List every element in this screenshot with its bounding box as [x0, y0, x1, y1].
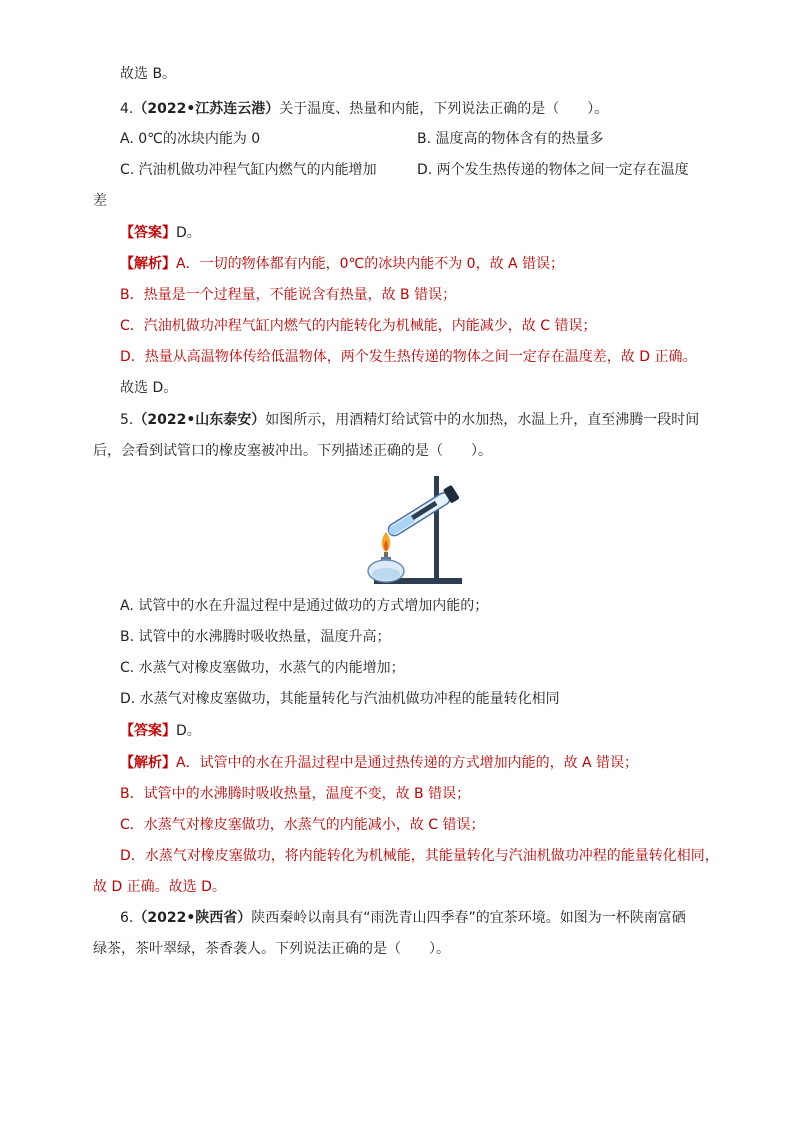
final-answer-line: 故选 D。	[120, 380, 178, 396]
option-a: A. 试管中的水在升温过程中是通过做功的方式增加内能的；	[120, 598, 489, 614]
prev-answer-line: 故选 B。	[120, 66, 177, 82]
analysis-line: D．水蒸气对橡皮塞做功，将内能转化为机械能，其能量转化与汽油机做功冲程的能量转化相同，	[120, 848, 719, 864]
answer-value: D。	[176, 225, 201, 241]
analysis-line: B．热量是一个过程量，不能说含有热量，故 B 错误；	[120, 287, 457, 303]
question-text-continuation: 绿茶，茶叶翠绿，茶香袭人。下列说法正确的是（ ）。	[93, 941, 450, 957]
analysis-label: 【解析】	[120, 256, 176, 272]
option-d-continuation: 差	[93, 193, 107, 209]
analysis-line	[120, 753, 638, 773]
analysis-line: C．汽油机做功冲程气缸内燃气的内能转化为机械能，内能减少，故 C 错误；	[120, 318, 597, 334]
question-number: 5.	[120, 412, 134, 428]
experiment-figure	[366, 470, 466, 585]
option-b: B. 温度高的物体含有的热量多	[417, 131, 604, 147]
option-c: C. 汽油机做功冲程气缸内燃气的内能增加	[120, 162, 377, 178]
analysis-text: A．一切的物体都有内能，0℃的冰块内能不为 0，故 A 错误；	[176, 256, 565, 272]
analysis-line: C．水蒸气对橡皮塞做功，水蒸气的内能减小，故 C 错误；	[120, 817, 485, 833]
answer-line	[120, 223, 201, 243]
analysis-line	[120, 254, 564, 274]
analysis-label: 【解析】	[120, 755, 176, 771]
answer-label: 【答案】	[120, 225, 176, 241]
question-text: 如图所示，用酒精灯给试管中的水加热，水温上升，直至沸腾一段时间	[265, 412, 700, 428]
answer-value: D。	[176, 723, 201, 739]
flame-icon	[382, 532, 390, 552]
question-6-stem	[120, 908, 686, 928]
option-c: C. 水蒸气对橡皮塞做功，水蒸气的内能增加；	[120, 660, 405, 676]
analysis-text: A．试管中的水在升温过程中是通过热传递的方式增加内能的，故 A 错误；	[176, 755, 639, 771]
analysis-line: D．热量从高温物体传给低温物体，两个发生热传递的物体之间一定存在温度差，故 D 正确。	[120, 349, 697, 365]
analysis-line: 故 D 正确。故选 D。	[93, 879, 226, 895]
option-d: D. 两个发生热传递的物体之间一定存在温度	[417, 162, 689, 178]
question-number: 6.	[120, 910, 134, 926]
question-number: 4.	[120, 101, 134, 117]
question-text-continuation: 后，会看到试管口的橡皮塞被冲出。下列描述正确的是（ ）。	[93, 443, 492, 459]
question-4-stem	[120, 99, 608, 119]
answer-label: 【答案】	[120, 723, 176, 739]
question-text: 关于温度、热量和内能，下列说法正确的是（ ）。	[279, 101, 609, 117]
answer-line	[120, 721, 201, 741]
option-b: B. 试管中的水沸腾时吸收热量，温度升高；	[120, 629, 391, 645]
alcohol-lamp-icon	[368, 552, 404, 582]
question-source: （2022•江苏连云港）	[133, 101, 280, 117]
question-5-stem	[120, 410, 699, 430]
question-source: （2022•山东泰安）	[133, 412, 266, 428]
question-source: （2022•陕西省）	[133, 910, 252, 926]
option-d: D. 水蒸气对橡皮塞做功，其能量转化与汽油机做功冲程的能量转化相同	[120, 691, 560, 707]
analysis-line: B．试管中的水沸腾时吸收热量，温度不变，故 B 错误；	[120, 786, 471, 802]
option-a: A. 0℃的冰块内能为 0	[120, 131, 261, 147]
question-text: 陕西秦岭以南具有“雨洗青山四季春”的宜茶环境。如图为一杯陕南富硒	[251, 910, 686, 926]
